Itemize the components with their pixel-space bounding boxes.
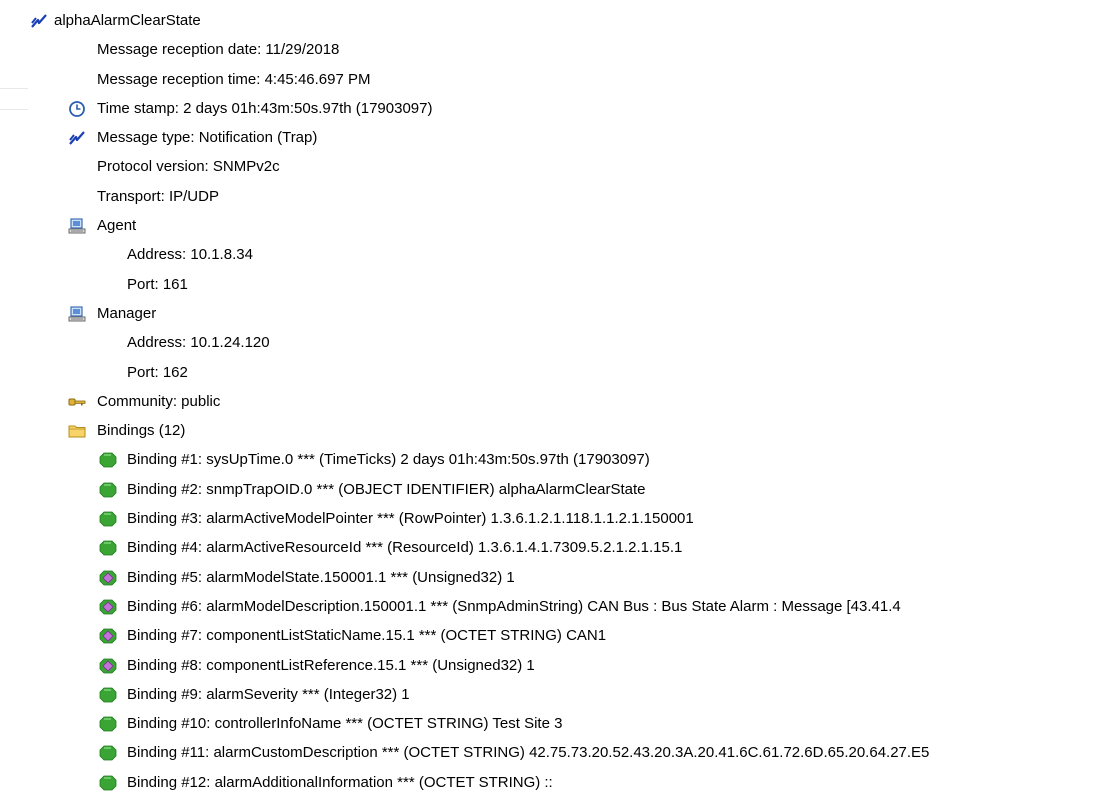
binding-text: Binding #3: alarmActiveModelPointer *** (RowPointer) 1.3.6.1.2.1.118.1.1.2.1.150001 (127, 510, 694, 528)
agent-address: Address: 10.1.8.34 (127, 246, 253, 264)
binding-text: Binding #1: sysUpTime.0 *** (TimeTicks) 2 days 01h:43m:50s.97th (17903097) (127, 451, 650, 469)
protocol-version: Protocol version: SNMPv2c (97, 158, 280, 176)
tree-node-agent-address[interactable] (0, 240, 1102, 269)
green-binding-icon (99, 481, 117, 499)
binding-text: Binding #4: alarmActiveResourceId *** (ResourceId) 1.3.6.1.4.1.7309.5.2.1.2.1.15.1 (127, 539, 683, 557)
binding-text: Binding #7: componentListStaticName.15.1 *** (OCTET STRING) CAN1 (127, 627, 607, 645)
purple-binding-icon (99, 657, 117, 675)
tree-node-agent-port[interactable] (0, 270, 1102, 299)
bindings-list (0, 445, 1102, 797)
reception-date: Message reception date: 11/29/2018 (97, 41, 340, 59)
computer-icon (68, 217, 86, 235)
binding-row[interactable] (0, 738, 1102, 767)
binding-text: Binding #8: componentListReference.15.1 *** (Unsigned32) 1 (127, 656, 535, 674)
tree-node-manager[interactable] (0, 299, 1102, 328)
tree-node-reception-date[interactable] (0, 35, 1102, 64)
agent-label: Agent (97, 217, 137, 235)
binding-row[interactable] (0, 445, 1102, 474)
binding-row[interactable] (0, 768, 1102, 797)
tree-node-manager-address[interactable] (0, 328, 1102, 357)
manager-port: Port: 162 (127, 363, 188, 381)
tree-node-protocol-version[interactable] (0, 152, 1102, 181)
time-stamp: Time stamp: 2 days 01h:43m:50s.97th (17903097) (97, 99, 433, 117)
trap-name: alphaAlarmClearState (54, 12, 201, 29)
binding-text: Binding #2: snmpTrapOID.0 *** (OBJECT IDENTIFIER) alphaAlarmClearState (127, 480, 646, 498)
green-binding-icon (99, 686, 117, 704)
binding-text: Binding #10: controllerInfoName *** (OCTET STRING) Test Site 3 (127, 715, 563, 733)
trap-tree (0, 6, 1102, 797)
purple-binding-icon (99, 598, 117, 616)
tree-node-reception-time[interactable] (0, 65, 1102, 94)
binding-text: Binding #11: alarmCustomDescription *** (OCTET STRING) 42.75.73.20.52.43.20.3A.20.41.6C.61.72.6D.65.20.64.27.E5 (127, 744, 930, 762)
binding-row[interactable] (0, 709, 1102, 738)
binding-row[interactable] (0, 475, 1102, 504)
reception-time: Message reception time: 4:45:46.697 PM (97, 70, 371, 88)
clock-icon (68, 100, 86, 118)
trap-lightning-icon (68, 129, 86, 147)
trap-lightning-icon (30, 12, 48, 30)
tree-node-message-type[interactable] (0, 123, 1102, 152)
green-binding-icon (99, 715, 117, 733)
binding-row[interactable] (0, 533, 1102, 562)
message-type: Message type: Notification (Trap) (97, 129, 318, 147)
manager-label: Manager (97, 304, 157, 322)
community: Community: public (97, 392, 221, 410)
tree-node-transport[interactable] (0, 182, 1102, 211)
binding-text: Binding #12: alarmAdditionalInformation *** (OCTET STRING) :: (127, 773, 553, 791)
tree-node-bindings[interactable] (0, 416, 1102, 445)
key-icon (68, 393, 86, 411)
binding-row[interactable] (0, 621, 1102, 650)
binding-text: Binding #9: alarmSeverity *** (Integer32) 1 (127, 685, 410, 703)
purple-binding-icon (99, 569, 117, 587)
binding-text: Binding #6: alarmModelDescription.150001.1 *** (SnmpAdminString) CAN Bus : Bus State Alarm : Message [43.41.4 (127, 597, 901, 615)
green-binding-icon (99, 539, 117, 557)
tree-node-trap-root[interactable] (0, 6, 1102, 35)
tree-node-agent[interactable] (0, 211, 1102, 240)
purple-binding-icon (99, 627, 117, 645)
binding-text: Binding #5: alarmModelState.150001.1 *** (Unsigned32) 1 (127, 568, 515, 586)
green-binding-icon (99, 774, 117, 792)
binding-row[interactable] (0, 592, 1102, 621)
tree-node-manager-port[interactable] (0, 358, 1102, 387)
tree-node-community[interactable] (0, 387, 1102, 416)
bindings-label: Bindings (12) (97, 422, 186, 440)
agent-port: Port: 161 (127, 275, 188, 293)
green-binding-icon (99, 451, 117, 469)
green-binding-icon (99, 744, 117, 762)
transport: Transport: IP/UDP (97, 187, 219, 205)
tree-node-time-stamp[interactable] (0, 94, 1102, 123)
computer-icon (68, 305, 86, 323)
manager-address: Address: 10.1.24.120 (127, 334, 270, 352)
folder-icon (68, 422, 86, 440)
binding-row[interactable] (0, 504, 1102, 533)
binding-row[interactable] (0, 651, 1102, 680)
green-binding-icon (99, 510, 117, 528)
binding-row[interactable] (0, 680, 1102, 709)
binding-row[interactable] (0, 563, 1102, 592)
